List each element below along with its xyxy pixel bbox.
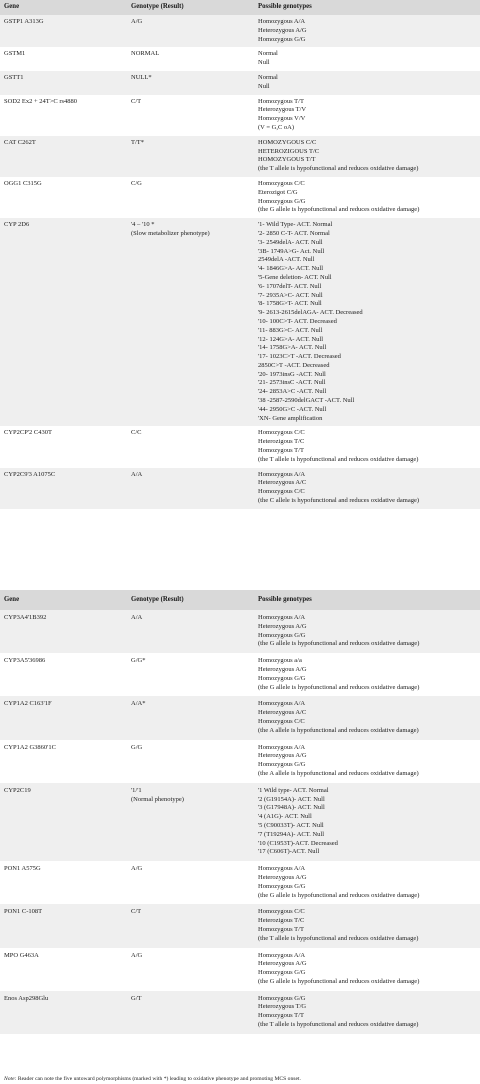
gene-cell: Enos Asp298Glu <box>4 994 49 1002</box>
table-header-row <box>0 590 480 610</box>
possible-genotype: Heterozygous T/V <box>258 106 307 114</box>
gene-cell: SOD2 Ex2 + 24T>C rs4880 <box>4 97 78 105</box>
possible-genotype: Heterozigous T/C <box>258 917 305 925</box>
header-gene: Gene <box>4 3 20 10</box>
possible-genotype: Homozygous G/G <box>258 882 306 890</box>
table-row <box>0 991 480 1034</box>
table-row <box>0 696 480 739</box>
possible-genotype: Homozygous A/A <box>258 614 306 621</box>
possible-genotype: '8- 1758G>T- ACT. Null <box>258 300 322 308</box>
possible-genotype: Heterozygous A/G <box>258 960 307 968</box>
table-row <box>0 653 480 696</box>
genotype-table-2 <box>0 590 480 1034</box>
possible-genotype: (V = G,C oA) <box>258 123 295 131</box>
genotype-result: '4 – '10 * <box>131 221 155 229</box>
possible-genotype: Homozygous T/T <box>258 925 304 933</box>
possible-genotypes-cell <box>254 948 480 991</box>
possible-genotypes-cell <box>254 15 480 47</box>
possible-genotype: (the G allele is hypofunctional and reduces oxidative damage) <box>258 891 420 899</box>
gene-cell: MPO G463A <box>4 951 39 959</box>
possible-genotype: Null <box>258 82 270 90</box>
possible-genotype: (the T allele is hypofunctional and reduces oxidative damage) <box>258 455 419 463</box>
possible-genotypes-cell <box>254 740 480 783</box>
possible-genotype: '4- 1846G>A- ACT. Null <box>258 265 324 273</box>
possible-genotypes-cell <box>254 861 480 904</box>
possible-genotype: '17 (C606T)-ACT. Null <box>258 848 320 856</box>
possible-genotype: '44- 2950G>C -ACT. Null <box>258 405 327 413</box>
possible-genotype: Homozygous C/C <box>258 717 305 725</box>
genotype-result-cell <box>127 783 254 861</box>
possible-genotype: Homozygous T/T <box>258 1012 304 1020</box>
genotype-result-cell <box>127 653 254 696</box>
possible-genotype: Heterozygous A/C <box>258 709 307 717</box>
possible-genotype: (the C allele is hypofunctional and reduces oxidative damage) <box>258 497 419 505</box>
possible-genotypes-cell <box>254 610 480 653</box>
possible-genotype: '11- 883G>C- ACT. Null <box>258 326 323 334</box>
possible-genotype: HETEROZIGOUS T/C <box>258 147 320 155</box>
table-row <box>0 861 480 904</box>
possible-genotype: Homozygous T/T <box>258 97 304 105</box>
genotype-result: C/C <box>131 429 142 437</box>
possible-genotype: Heterozygous T/G <box>258 1003 307 1011</box>
possible-genotypes-cell <box>254 95 480 136</box>
possible-genotype: '20- 1973insG -ACT. Null <box>258 370 326 378</box>
possible-genotype: (the T allele is hypofunctional and reduces oxidative damage) <box>258 934 419 942</box>
possible-genotype: (the A allele is hypofunctional and reduces oxidative damage) <box>258 726 419 734</box>
possible-genotype: 2850C>T -ACT. Decreased <box>258 361 330 369</box>
possible-genotype: '24- 2853A>C -ACT. Null <box>258 388 327 396</box>
table-2-body <box>0 610 480 1034</box>
genotype-result-cell <box>127 948 254 991</box>
possible-genotype: '9- 2613-2615delAGA- ACT. Decreased <box>258 309 363 317</box>
possible-genotype: '7 (T19294A)- ACT. Null <box>258 830 325 838</box>
possible-genotypes-cell <box>254 177 480 218</box>
possible-genotype: 2549delA -ACT. Null <box>258 256 315 264</box>
possible-genotype: Normal <box>258 50 278 58</box>
possible-genotype: '7- 2935A>C- ACT. Null <box>258 291 323 299</box>
possible-genotype: '12- 124G>A- ACT. Null <box>258 335 324 343</box>
possible-genotype: Homozygous G/G <box>258 197 306 205</box>
possible-genotype: HOMOZYGOUS T/T <box>258 156 316 164</box>
possible-genotype: Homozygous A/A <box>258 743 306 751</box>
genotype-result: A/G <box>131 865 143 873</box>
genotype-result: NORMAL <box>131 50 160 58</box>
possible-genotypes-cell <box>254 136 480 177</box>
genotype-result-cell <box>127 991 254 1034</box>
header-gene: Gene <box>4 596 20 603</box>
possible-genotype: (the G allele is hypofunctional and reduces oxidative damage) <box>258 683 420 691</box>
possible-genotype: Heterozygous A/G <box>258 665 307 673</box>
possible-genotypes-cell <box>254 696 480 739</box>
table-row <box>0 136 480 177</box>
possible-genotype: '3- 2549delA- ACT. Null <box>258 238 323 246</box>
possible-genotype: HOMOZYGOUS C/C <box>258 138 317 146</box>
genotype-table-1 <box>0 0 480 509</box>
genotype-result-cell <box>127 426 254 467</box>
gene-cell: CYP2CP'2 C430T <box>4 429 52 437</box>
genotype-result: A/A* <box>131 700 146 708</box>
possible-genotype: Heterozygous A/G <box>258 622 307 630</box>
possible-genotypes-cell <box>254 47 480 71</box>
header-possible-genotypes: Possible genotypes <box>258 3 312 10</box>
possible-genotype: '14- 1758G>A- ACT. Null <box>258 344 327 352</box>
genotype-result-cell <box>127 15 254 47</box>
genotype-result-cell <box>127 177 254 218</box>
possible-genotype: (the G allele is hypofunctional and reduces oxidative damage) <box>258 640 420 648</box>
header-possible-genotypes: Possible genotypes <box>258 596 312 603</box>
possible-genotypes-cell <box>254 653 480 696</box>
gene-cell: CYP3A4'1B392 <box>4 614 47 621</box>
possible-genotypes-cell <box>254 468 480 509</box>
possible-genotype: '17- 1023C>T -ACT. Decreased <box>258 353 341 361</box>
possible-genotype: Homozygous G/G <box>258 761 306 769</box>
gene-cell: CYP3A5'36986 <box>4 657 46 665</box>
genotype-result-cell <box>127 218 254 426</box>
genotype-result-cell <box>127 904 254 947</box>
table-row <box>0 783 480 861</box>
possible-genotype: Homozygous A/A <box>258 865 306 873</box>
gene-cell: GSTT1 <box>4 73 24 81</box>
possible-genotype: (the G allele is hypofunctional and reduces oxidative damage) <box>258 977 420 985</box>
possible-genotypes-cell <box>254 783 480 861</box>
possible-genotype: (the T allele is hypofunctional and reduces oxidative damage) <box>258 1021 419 1029</box>
table-row <box>0 948 480 991</box>
possible-genotype: '1 Wild type- ACT. Normal <box>258 786 329 794</box>
possible-genotype: Heterozigous T/C <box>258 438 305 446</box>
genotype-result: (Slow metabolizer phenotype) <box>131 229 210 237</box>
possible-genotype: (the G allele is hypofunctional and reduces oxidative damage) <box>258 206 420 214</box>
gene-cell: PON1 C-108T <box>4 908 43 916</box>
gene-cell: CYP2C9'3 A1075C <box>4 470 56 478</box>
genotype-result: A/A <box>131 614 143 621</box>
possible-genotype: Homozygous A/A <box>258 18 306 25</box>
table-header-row <box>0 0 480 15</box>
table-row <box>0 610 480 653</box>
possible-genotype: Homozygous A/A <box>258 700 306 708</box>
possible-genotypes-cell <box>254 991 480 1034</box>
possible-genotype: Heterozygous A/G <box>258 26 307 34</box>
possible-genotype: Homozygous G/G <box>258 969 306 977</box>
table-1-body <box>0 15 480 509</box>
possible-genotype: (the T allele is hypofunctional and reduces oxidative damage) <box>258 165 419 173</box>
genotype-result: G/T <box>131 994 142 1002</box>
header-genotype-result: Genotype (Result) <box>131 3 184 10</box>
genotype-result: C/T <box>131 908 142 916</box>
possible-genotype: Homozygous a/a <box>258 657 302 665</box>
gene-cell: CAT C262T <box>4 138 36 146</box>
possible-genotype: Heterozygous A/G <box>258 752 307 760</box>
gene-cell: CYP1A2 G3860'1C <box>4 743 56 751</box>
possible-genotypes-cell <box>254 426 480 467</box>
gene-cell: OGG1 C315G <box>4 179 42 187</box>
possible-genotype: Homozygous C/C <box>258 429 305 437</box>
table-row <box>0 95 480 136</box>
gene-cell: CYP 2D6 <box>4 221 30 229</box>
gene-cell: PON1 A575G <box>4 865 41 873</box>
possible-genotype: '38 -2587-2590delGACT -ACT. Null <box>258 397 355 405</box>
table-row <box>0 218 480 426</box>
possible-genotype: '5 (C90033T)- ACT. Null <box>258 821 324 829</box>
table-row <box>0 740 480 783</box>
possible-genotype: Homozygous A/A <box>258 951 306 959</box>
possible-genotype: Homozygous C/C <box>258 179 305 187</box>
possible-genotype: '4 (A1G)- ACT. Null <box>258 813 312 821</box>
table-row <box>0 468 480 509</box>
possible-genotypes-cell <box>254 904 480 947</box>
genotype-result-cell <box>127 610 254 653</box>
possible-genotype: Homozygous G/G <box>258 631 306 639</box>
table-row <box>0 47 480 71</box>
possible-genotype: '3B- 1749A>G- Act. Null <box>258 247 325 255</box>
possible-genotype: Heterozygous A/C <box>258 479 307 487</box>
possible-genotype: Homozygous G/G <box>258 994 306 1002</box>
possible-genotype: Homozygous V/V <box>258 115 306 123</box>
table-row <box>0 904 480 947</box>
possible-genotype: '3 (G17948A)- ACT. Null <box>258 804 325 812</box>
possible-genotype: Eterozigot C/G <box>258 188 298 196</box>
possible-genotype: Homozygous T/T <box>258 447 304 455</box>
possible-genotype: Heterozygous A/G <box>258 873 307 881</box>
table-footnote <box>4 1076 301 1083</box>
possible-genotype: '1- Wild Type- ACT. Normal <box>258 221 333 229</box>
genotype-result: A/A <box>131 470 143 478</box>
possible-genotype: '6- 1707delT- ACT. Null <box>258 282 322 290</box>
genotype-result-cell <box>127 71 254 95</box>
possible-genotype: '10 (C1953T)-ACT. Decreased <box>258 839 338 847</box>
possible-genotype: Homozygous C/C <box>258 488 305 496</box>
genotype-result: (Normal phenotype) <box>131 795 184 803</box>
note-text: Reader can note the five untoward polymorphisms (marked with *) leading to oxidative phenotype and promoting MCS onset. <box>16 1076 301 1082</box>
possible-genotype: '2 (G19154A)- ACT. Null <box>258 795 325 803</box>
possible-genotype: 'XN- Gene amplification <box>258 414 323 422</box>
genotype-result-cell <box>127 740 254 783</box>
genotype-result: G/G <box>131 743 143 751</box>
genotype-result-cell <box>127 136 254 177</box>
genotype-result-cell <box>127 47 254 71</box>
note-label: Note: <box>4 1076 17 1082</box>
genotype-result: T/T* <box>131 138 144 146</box>
possible-genotype: Homozygous G/G <box>258 674 306 682</box>
genotype-result: A/G <box>131 951 143 959</box>
genotype-result-cell <box>127 95 254 136</box>
table-row <box>0 15 480 47</box>
genotype-result-cell <box>127 861 254 904</box>
genotype-result: C/G <box>131 179 142 187</box>
genotype-result: G/G* <box>131 657 146 665</box>
possible-genotypes-cell <box>254 71 480 95</box>
possible-genotype: '5-Gene deletion- ACT. Null <box>258 273 332 281</box>
genotype-result: C/T <box>131 97 142 105</box>
possible-genotypes-cell <box>254 218 480 426</box>
possible-genotype: '2- 2850 C-T- ACT. Normal <box>258 229 330 237</box>
gene-cell: CYP1A2 C163'1F <box>4 700 52 708</box>
possible-genotype: Null <box>258 59 270 67</box>
header-genotype-result: Genotype (Result) <box>131 596 184 603</box>
possible-genotype: '10- 100C>T- ACT. Decreased <box>258 317 337 325</box>
gene-cell: GSTP1 A313G <box>4 18 44 25</box>
table-row <box>0 177 480 218</box>
genotype-result-cell <box>127 696 254 739</box>
gene-cell: GSTM1 <box>4 50 26 58</box>
table-row <box>0 426 480 467</box>
possible-genotype: Homozygous C/C <box>258 908 305 916</box>
possible-genotype: Homozygous A/A <box>258 470 306 478</box>
possible-genotype: '21- 2573insC -ACT. Null <box>258 379 326 387</box>
possible-genotype: Homozygous G/G <box>258 35 306 43</box>
genotype-result-cell <box>127 468 254 509</box>
possible-genotype: Normal <box>258 73 278 81</box>
possible-genotype: (the A allele is hypofunctional and reduces oxidative damage) <box>258 769 419 777</box>
gene-cell: CYP2C19 <box>4 786 31 794</box>
table-row <box>0 71 480 95</box>
genotype-result: '1/'1 <box>131 786 142 794</box>
genotype-result: A/G <box>131 18 143 25</box>
genotype-result: NULL* <box>131 73 152 81</box>
